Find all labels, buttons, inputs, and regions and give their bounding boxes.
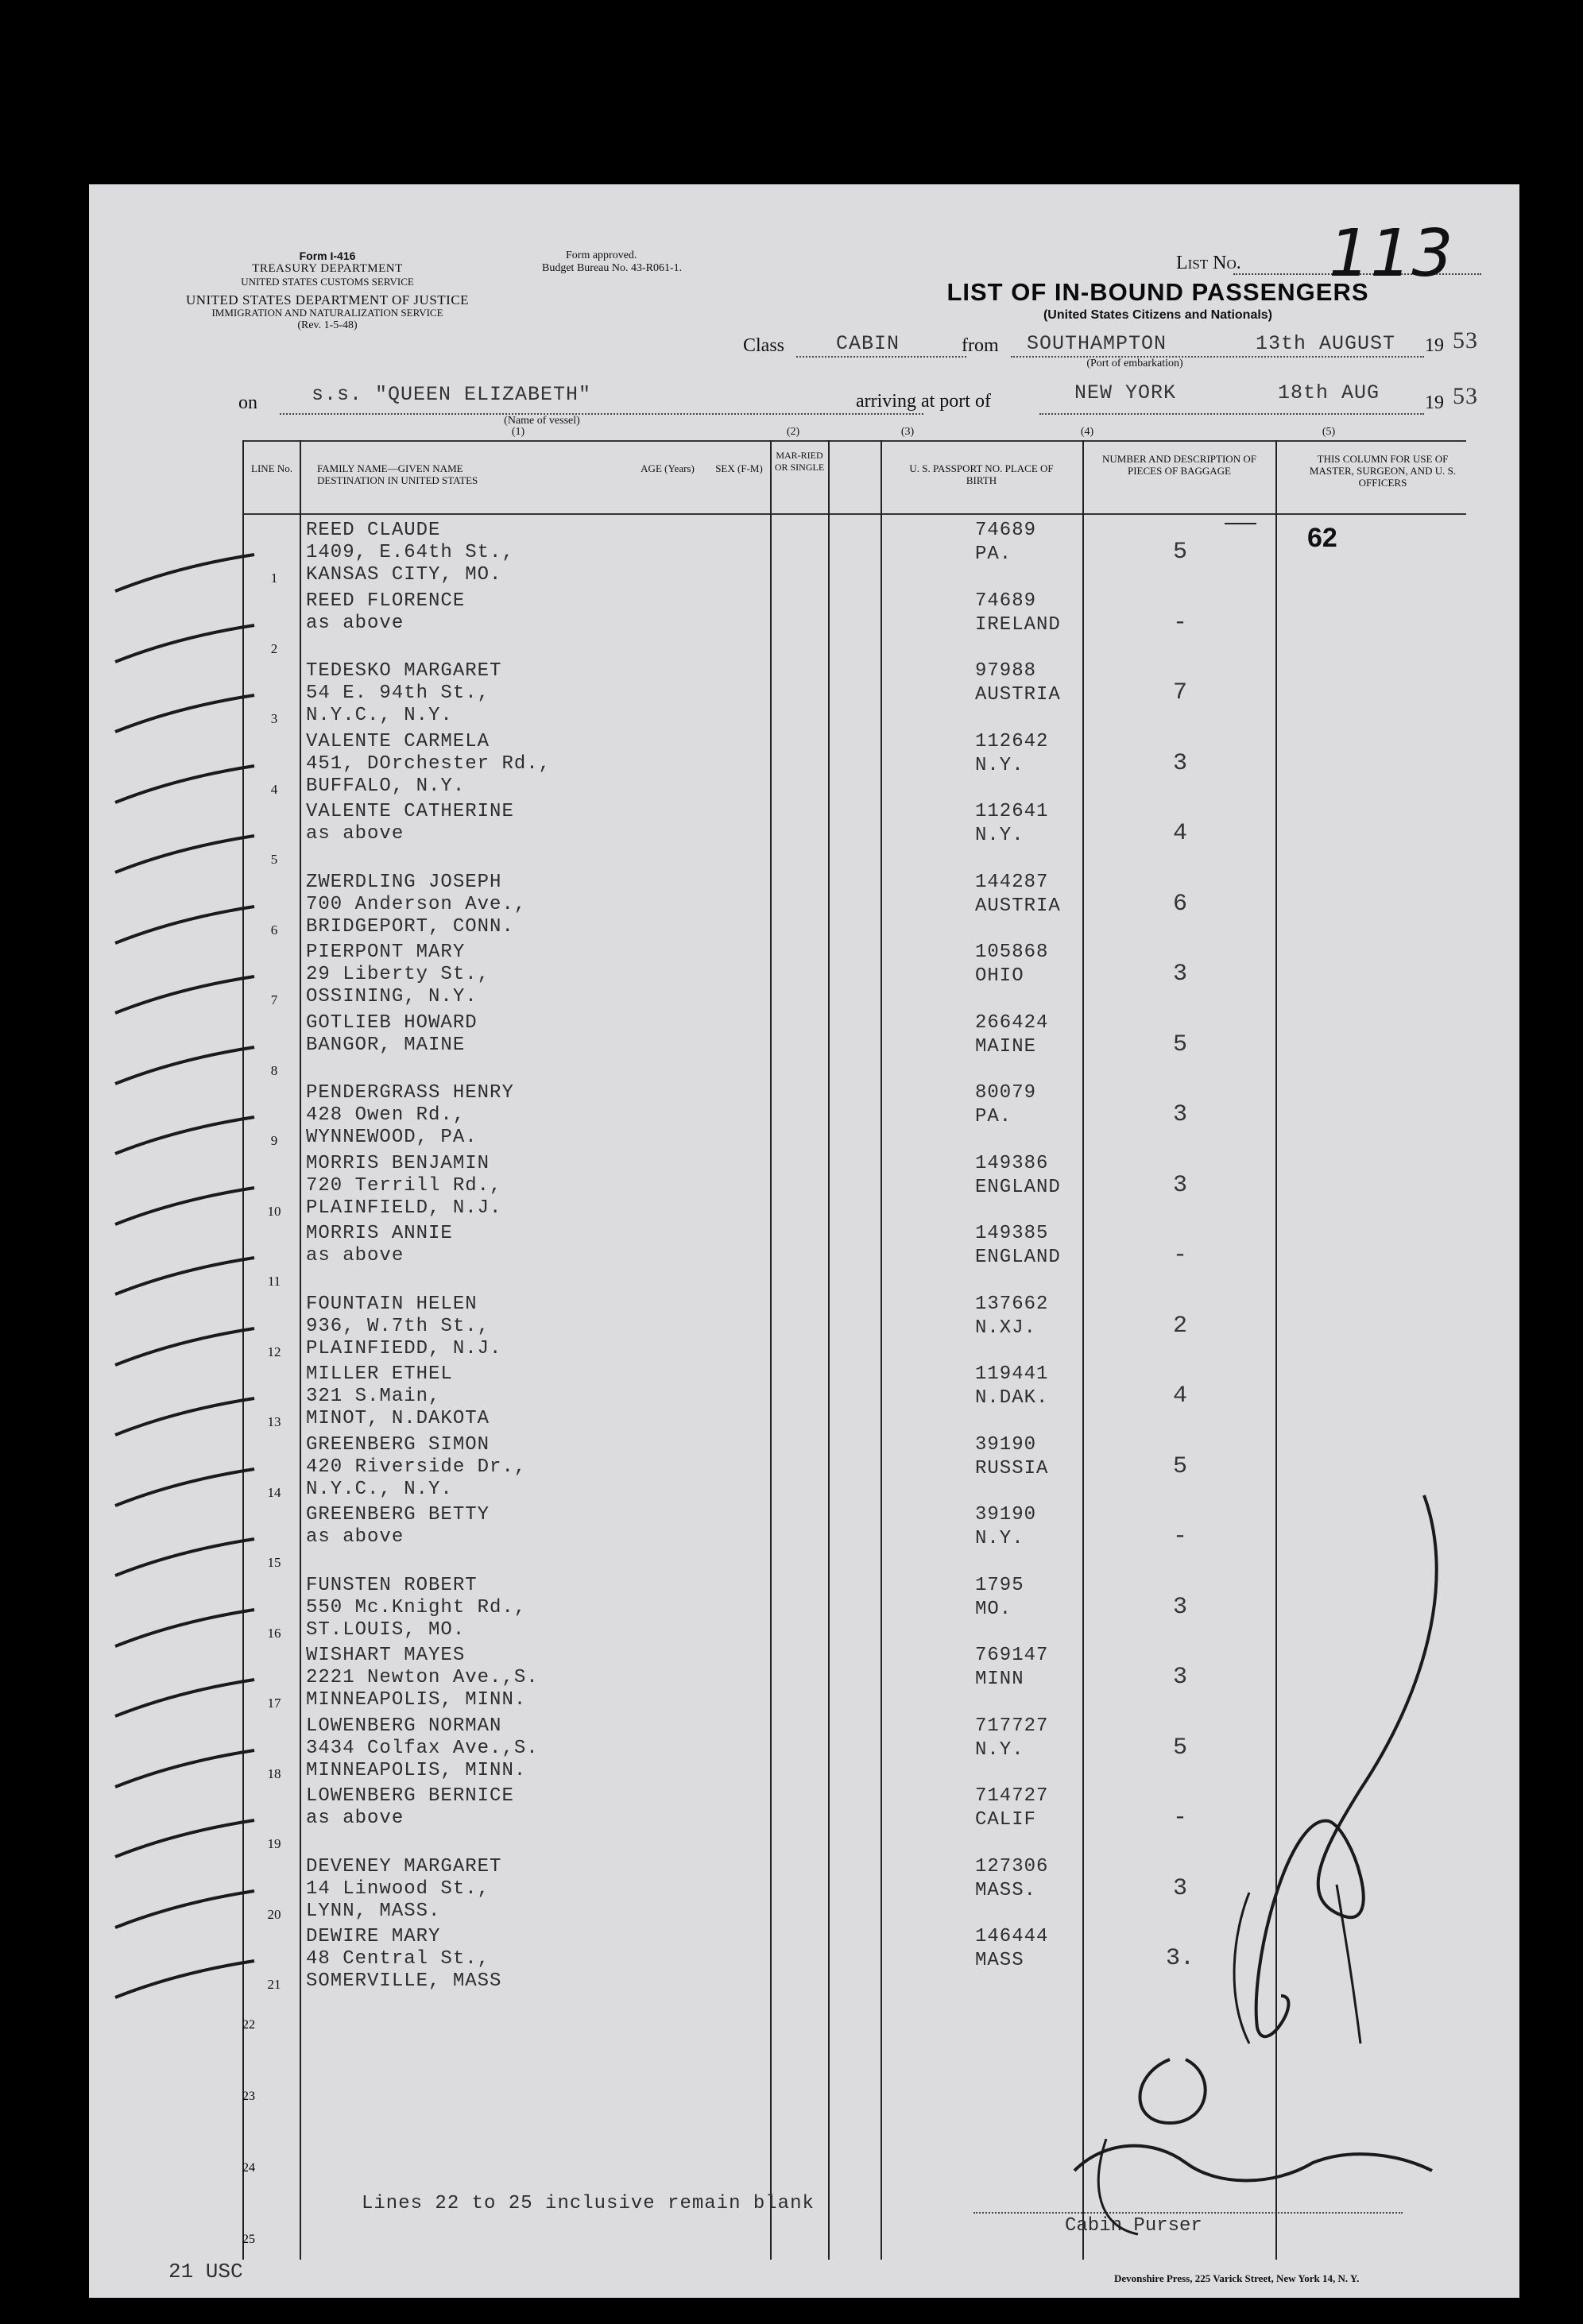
address-line-1: 3434 Colfax Ave.,S. [306, 1737, 539, 1759]
line-number: 12 [267, 1344, 281, 1359]
col-num-2: (2) [786, 426, 800, 438]
passport-number: 80079 [975, 1082, 1037, 1104]
purser-title: Cabin Purser [1065, 2215, 1202, 2237]
place-of-birth: MO. [975, 1598, 1012, 1620]
address-line-1: as above [306, 1808, 404, 1829]
passenger-name: LOWENBERG NORMAN [306, 1715, 502, 1737]
baggage-count: 5 [1172, 1452, 1187, 1480]
passenger-name: VALENTE CARMELA [306, 730, 490, 752]
table-row [242, 660, 1466, 730]
address-line-2: LYNN, MASS. [306, 1900, 441, 1922]
baggage-count: 5 [1172, 539, 1187, 566]
customs-service: UNITED STATES CUSTOMS SERVICE [241, 276, 414, 288]
table-row [242, 1293, 1466, 1363]
handwritten-signature [1011, 1487, 1456, 2266]
col-header-age: AGE (Years) [641, 462, 695, 474]
address-line-2: PLAINFIEDD, N.J. [306, 1337, 502, 1359]
baggage-count: - [1172, 1242, 1187, 1269]
check-tick [107, 1044, 258, 1089]
baggage-count: - [1172, 1523, 1187, 1550]
passenger-name: PIERPONT MARY [306, 942, 466, 963]
check-tick [107, 1747, 258, 1792]
place-of-birth: OHIO [975, 965, 1024, 987]
address-line-2: WYNNEWOOD, PA. [306, 1127, 478, 1148]
address-line-1: as above [306, 1526, 404, 1548]
place-of-birth: RUSSIA [975, 1457, 1049, 1479]
empty-line-number: 23 [242, 2090, 255, 2103]
line-number: 18 [267, 1765, 281, 1781]
check-tick [107, 622, 258, 667]
line-number: 7 [270, 992, 278, 1007]
col-header-destination: DESTINATION IN UNITED STATES [317, 474, 478, 486]
printer-imprint: Devonshire Press, 225 Varick Street, New York 14, N. Y. [1114, 2272, 1360, 2284]
embark-year: 53 [1453, 327, 1478, 354]
line-number: 8 [270, 1062, 278, 1078]
baggage-count: 2 [1172, 1312, 1187, 1340]
check-tick [107, 1888, 258, 1932]
address-line-1: 54 E. 94th St., [306, 683, 490, 704]
place-of-birth: IRELAND [975, 613, 1061, 636]
address-line-2: SOMERVILLE, MASS [306, 1970, 502, 1992]
passenger-name: WISHART MAYES [306, 1645, 466, 1666]
passport-number: 112641 [975, 801, 1049, 822]
form-revision: (Rev. 1-5-48) [297, 319, 358, 331]
line-number: 9 [270, 1133, 278, 1148]
table-top-rule [242, 440, 1466, 442]
table-row [242, 1082, 1466, 1152]
blank-note: Lines 22 to 25 inclusive remain blank [362, 2193, 815, 2214]
empty-line-number: 22 [242, 2018, 255, 2032]
line-number: 5 [270, 852, 278, 867]
passenger-name: LOWENBERG BERNICE [306, 1785, 514, 1807]
check-tick [107, 1466, 258, 1510]
place-of-birth: MINN [975, 1669, 1024, 1690]
table-row [242, 1223, 1466, 1293]
address-line-2: BRIDGEPORT, CONN. [306, 915, 514, 938]
page-subtitle: (United States Citizens and Nationals) [1043, 308, 1273, 322]
table-row [242, 731, 1466, 801]
col-header-passport: U. S. PASSPORT NO. PLACE OF BIRTH [909, 462, 1054, 486]
passport-number: 39190 [975, 1504, 1037, 1525]
passenger-name: GREENBERG SIMON [306, 1433, 490, 1456]
check-tick [107, 763, 258, 807]
address-line-2: N.Y.C., N.Y. [306, 705, 453, 726]
on-label: on [238, 392, 257, 413]
form-approval [542, 249, 764, 275]
place-of-birth: ENGLAND [975, 1176, 1061, 1198]
class-dots [796, 356, 966, 358]
address-line-1: 420 Riverside Dr., [306, 1456, 527, 1478]
check-tick [107, 903, 258, 948]
address-line-1: 29 Liberty St., [306, 964, 490, 985]
passport-number: 266424 [975, 1011, 1049, 1034]
address-line-1: 1409, E.64th St., [306, 542, 514, 563]
passenger-name: MORRIS ANNIE [306, 1223, 453, 1244]
list-no-value: 113 [1329, 216, 1453, 292]
line-number: 20 [267, 1906, 281, 1922]
arrival-port: NEW YORK [1074, 381, 1177, 404]
passport-number: 127306 [975, 1855, 1049, 1877]
class-label: Class [743, 335, 785, 356]
line-number: 6 [270, 922, 278, 938]
address-line-1: 428 Owen Rd., [306, 1104, 466, 1126]
passport-number: 769147 [975, 1645, 1049, 1666]
baggage-count: 6 [1172, 890, 1187, 918]
passport-number: 74689 [975, 590, 1037, 612]
baggage-count: 3 [1172, 1874, 1187, 1902]
col-num-3: (3) [900, 426, 915, 438]
address-line-1: 321 S.Main, [306, 1386, 441, 1407]
check-tick [107, 551, 258, 596]
treasury-dept: TREASURY DEPARTMENT [252, 262, 403, 275]
address-line-1: BANGOR, MAINE [306, 1034, 466, 1056]
passenger-name: ZWERDLING JOSEPH [306, 871, 502, 893]
empty-line-number: 25 [242, 2233, 255, 2246]
passport-number: 137662 [975, 1293, 1049, 1315]
arriving-label: arriving at port of [856, 391, 991, 412]
check-tick [107, 1817, 258, 1862]
col-num-5: (5) [1322, 426, 1336, 438]
passenger-name: MORRIS BENJAMIN [306, 1152, 490, 1174]
place-of-birth: N.DAK. [975, 1387, 1049, 1409]
passenger-name: DEVENEY MARGARET [306, 1855, 502, 1877]
check-tick [107, 1676, 258, 1721]
col-header-name [306, 462, 579, 486]
passenger-name: VALENTE CATHERINE [306, 801, 514, 822]
address-line-2: MINOT, N.DAKOTA [306, 1408, 490, 1429]
line-number: 16 [267, 1625, 281, 1641]
table-row [242, 801, 1466, 871]
line-number: 21 [267, 1977, 281, 1992]
embark-date: 13th AUGUST [1256, 332, 1396, 355]
table-row [242, 872, 1466, 942]
place-of-birth: PA. [975, 543, 1012, 565]
line-number: 4 [270, 781, 278, 797]
check-tick [107, 1185, 258, 1229]
check-tick [107, 1536, 258, 1580]
address-line-2: BUFFALO, N.Y. [306, 775, 466, 797]
address-line-1: 550 Mc.Knight Rd., [306, 1596, 527, 1618]
passport-number: 146444 [975, 1926, 1049, 1947]
year-prefix: 19 [1425, 335, 1444, 356]
passport-number: 39190 [975, 1433, 1037, 1456]
baggage-count: 3. [1165, 1945, 1194, 1972]
place-of-birth: PA. [975, 1106, 1012, 1127]
passport-number: 74689 [975, 520, 1037, 541]
address-line-2: KANSAS CITY, MO. [306, 564, 502, 586]
address-line-1: as above [306, 1245, 404, 1266]
check-tick [107, 692, 258, 737]
table-row [242, 1012, 1466, 1082]
address-line-1: 48 Central St., [306, 1948, 490, 1970]
address-line-1: 2221 Newton Ave.,S. [306, 1667, 539, 1688]
list-no-label: List No. [1176, 253, 1241, 273]
col-header-family: FAMILY NAME—GIVEN NAME [317, 462, 463, 474]
baggage-count: - [1172, 1804, 1187, 1831]
place-of-birth: N.Y. [975, 1738, 1024, 1761]
check-tick [107, 1114, 258, 1158]
check-tick [107, 1395, 258, 1440]
line-number: 15 [267, 1555, 281, 1570]
arrival-dots [1039, 413, 1424, 415]
place-of-birth: MASS. [975, 1879, 1037, 1901]
place-of-birth: AUSTRIA [975, 895, 1061, 917]
arrival-year: 53 [1453, 383, 1478, 409]
line-number: 11 [267, 1274, 281, 1289]
line-number: 13 [267, 1414, 281, 1429]
passenger-name: TEDESKO MARGARET [306, 660, 502, 682]
passport-number: 105868 [975, 942, 1049, 963]
col-header-officers: THIS COLUMN FOR USE OF MASTER, SURGEON, AND U. S. OFFICERS [1309, 453, 1457, 489]
passport-number: 717727 [975, 1715, 1049, 1737]
ins-service: IMMIGRATION AND NATURALIZATION SERVICE [211, 307, 443, 319]
form-header-left [161, 249, 494, 332]
check-tick [107, 1958, 258, 2002]
passport-number: 119441 [975, 1363, 1049, 1385]
line-number: 19 [267, 1836, 281, 1851]
line-number: 2 [270, 640, 278, 656]
officer-note: 62 [1307, 523, 1337, 553]
vessel-note: (Name of vessel) [504, 415, 580, 427]
baggage-count: 5 [1172, 1734, 1187, 1761]
baggage-count: - [1172, 609, 1187, 636]
check-tick [107, 1325, 258, 1370]
baggage-count: 3 [1172, 1101, 1187, 1128]
line-number: 1 [270, 570, 278, 586]
address-line-1: 451, DOrchester Rd., [306, 752, 552, 775]
passenger-name: REED FLORENCE [306, 590, 466, 612]
check-tick [107, 833, 258, 877]
col-header-line: LINE No. [251, 462, 292, 474]
place-of-birth: MAINE [975, 1035, 1037, 1058]
address-line-2: MINNEAPOLIS, MINN. [306, 1689, 527, 1711]
address-line-1: 720 Terrill Rd., [306, 1174, 502, 1197]
check-tick [107, 1255, 258, 1299]
line-number: 10 [267, 1203, 281, 1219]
budget-bureau: Budget Bureau No. 43-R061-1. [542, 262, 683, 274]
baggage-count: 7 [1172, 679, 1187, 706]
baggage-count: 4 [1172, 820, 1187, 847]
place-of-birth: N.Y. [975, 825, 1024, 846]
address-line-2: ST.LOUIS, MO. [306, 1618, 466, 1641]
address-line-1: as above [306, 612, 404, 634]
manifest-sheet [89, 184, 1519, 2298]
passenger-name: FOUNTAIN HELEN [306, 1293, 478, 1315]
place-of-birth: N.XJ. [975, 1317, 1037, 1339]
address-line-1: as above [306, 823, 404, 845]
line-number: 14 [267, 1484, 281, 1500]
table-row [242, 1153, 1466, 1223]
table-row [242, 1363, 1466, 1433]
passport-number: 1795 [975, 1574, 1024, 1596]
col-header-sex: SEX (F-M) [715, 462, 763, 474]
passenger-name: DEWIRE MARY [306, 1926, 441, 1947]
passport-number: 149386 [975, 1152, 1049, 1174]
col-header-baggage: NUMBER AND DESCRIPTION OF PIECES OF BAGGAGE [1102, 453, 1256, 477]
col-num-1: (1) [511, 426, 525, 438]
place-of-birth: N.Y. [975, 754, 1024, 776]
passport-number: 144287 [975, 871, 1049, 893]
place-of-birth: AUSTRIA [975, 684, 1061, 706]
line-number: 3 [270, 711, 278, 726]
baggage-count: 3 [1172, 1171, 1187, 1199]
header-rule [242, 513, 1466, 515]
form-number: Form I-416 [299, 249, 356, 262]
check-tick [107, 1607, 258, 1651]
page-title: LIST OF IN-BOUND PASSENGERS [946, 278, 1369, 306]
from-label: from [962, 335, 999, 356]
form-approved: Form approved. [566, 249, 637, 261]
baggage-count: 3 [1172, 1593, 1187, 1621]
passenger-name: GREENBERG BETTY [306, 1504, 490, 1525]
address-line-2: OSSINING, N.Y. [306, 986, 478, 1007]
vessel-name: s.s. "QUEEN ELIZABETH" [312, 383, 592, 406]
passenger-name: REED CLAUDE [306, 520, 441, 541]
class-value: CABIN [836, 332, 900, 355]
table-row [242, 590, 1466, 660]
baggage-count: 4 [1172, 1382, 1187, 1409]
place-of-birth: MASS [975, 1950, 1024, 1971]
baggage-count: 3 [1172, 749, 1187, 777]
arrival-date: 18th AUG [1278, 381, 1380, 404]
address-line-1: 700 Anderson Ave., [306, 893, 527, 915]
arrival-year-prefix: 19 [1425, 392, 1444, 413]
address-line-2: MINNEAPOLIS, MINN. [306, 1759, 527, 1781]
passport-number: 149385 [975, 1223, 1049, 1244]
embark-note: (Port of embarkation) [1086, 358, 1183, 369]
address-line-2: N.Y.C., N.Y. [306, 1478, 453, 1500]
place-of-birth: N.Y. [975, 1528, 1024, 1549]
address-line-1: 936, W.7th St., [306, 1315, 490, 1337]
address-line-1: 14 Linwood St., [306, 1877, 490, 1900]
address-line-2: PLAINFIELD, N.J. [306, 1197, 502, 1219]
empty-line-number: 24 [242, 2161, 255, 2175]
justice-dept: UNITED STATES DEPARTMENT OF JUSTICE [185, 292, 470, 307]
passport-number: 112642 [975, 730, 1049, 752]
place-of-birth: CALIF [975, 1809, 1037, 1831]
col-header-married: MAR-RIED OR SINGLE [774, 450, 825, 473]
place-of-birth: ENGLAND [975, 1247, 1061, 1268]
line-number: 17 [267, 1696, 281, 1711]
table-row [242, 942, 1466, 1011]
passenger-name: PENDERGRASS HENRY [306, 1082, 514, 1104]
table-row [242, 520, 1466, 590]
passport-number: 714727 [975, 1785, 1049, 1807]
passenger-name: MILLER ETHEL [306, 1363, 453, 1385]
baggage-count: 3 [1172, 961, 1187, 988]
col-num-4: (4) [1080, 426, 1094, 438]
baggage-count: 3 [1172, 1664, 1187, 1691]
footer-left: 21 USC [168, 2260, 243, 2283]
check-tick [107, 973, 258, 1018]
passenger-name: FUNSTEN ROBERT [306, 1574, 478, 1596]
passport-number: 97988 [975, 660, 1037, 682]
embark-port: SOUTHAMPTON [1027, 332, 1167, 355]
passenger-name: GOTLIEB HOWARD [306, 1011, 478, 1034]
baggage-count: 5 [1172, 1031, 1187, 1058]
